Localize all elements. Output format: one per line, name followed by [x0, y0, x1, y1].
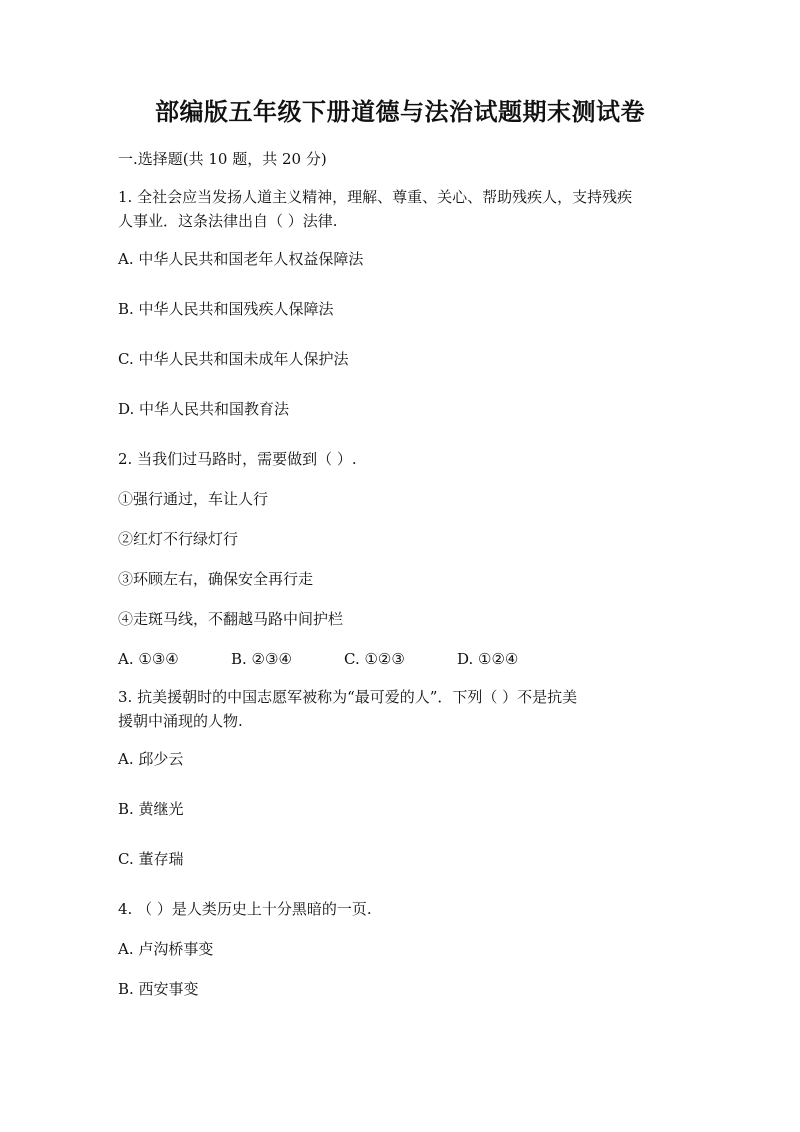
q4-option-b: B. 西安事变	[118, 980, 199, 998]
q1-option-c: C. 中华人民共和国未成年人保护法	[118, 350, 349, 368]
q4-option-a: A. 卢沟桥事变	[118, 940, 214, 958]
q2-options-row	[118, 648, 678, 670]
q2-option-b: B. ②③④	[231, 650, 292, 668]
q2-item-4: ④走斑马线，不翻越马路中间护栏	[118, 610, 344, 628]
q2-option-c: C. ①②③	[344, 650, 405, 668]
q2-item-3: ③环顾左右，确保安全再行走	[118, 570, 314, 588]
question-1-text-cont: 人事业．这条法律出自（ ）法律.	[118, 212, 338, 230]
question-1-text: 1. 全社会应当发扬人道主义精神，理解、尊重、关心、帮助残疾人，支持残疾	[118, 188, 633, 206]
q3-option-a: A. 邱少云	[118, 750, 184, 768]
q2-item-1: ①强行通过，车让人行	[118, 490, 269, 508]
page-title: 部编版五年级下册道德与法治试题期末测试卷	[155, 97, 645, 126]
section-heading: 一.选择题(共 10 题，共 20 分)	[118, 150, 327, 168]
q3-option-c: C. 董存瑞	[118, 850, 184, 868]
q1-option-d: D. 中华人民共和国教育法	[118, 400, 290, 418]
q1-option-b: B. 中华人民共和国残疾人保障法	[118, 300, 334, 318]
q3-option-b: B. 黄继光	[118, 800, 184, 818]
q2-option-d: D. ①②④	[457, 650, 519, 668]
q2-option-a: A. ①③④	[118, 650, 179, 668]
question-3-text-cont: 援朝中涌现的人物.	[118, 712, 243, 730]
question-4-text: 4. （ ）是人类历史上十分黑暗的一页.	[118, 900, 372, 918]
q1-option-a: A. 中华人民共和国老年人权益保障法	[118, 250, 364, 268]
question-3-text: 3. 抗美援朝时的中国志愿军被称为“最可爱的人”．下列（ ）不是抗美	[118, 688, 578, 706]
question-2-text: 2. 当我们过马路时，需要做到（ ）.	[118, 450, 357, 468]
q2-item-2: ②红灯不行绿灯行	[118, 530, 239, 548]
